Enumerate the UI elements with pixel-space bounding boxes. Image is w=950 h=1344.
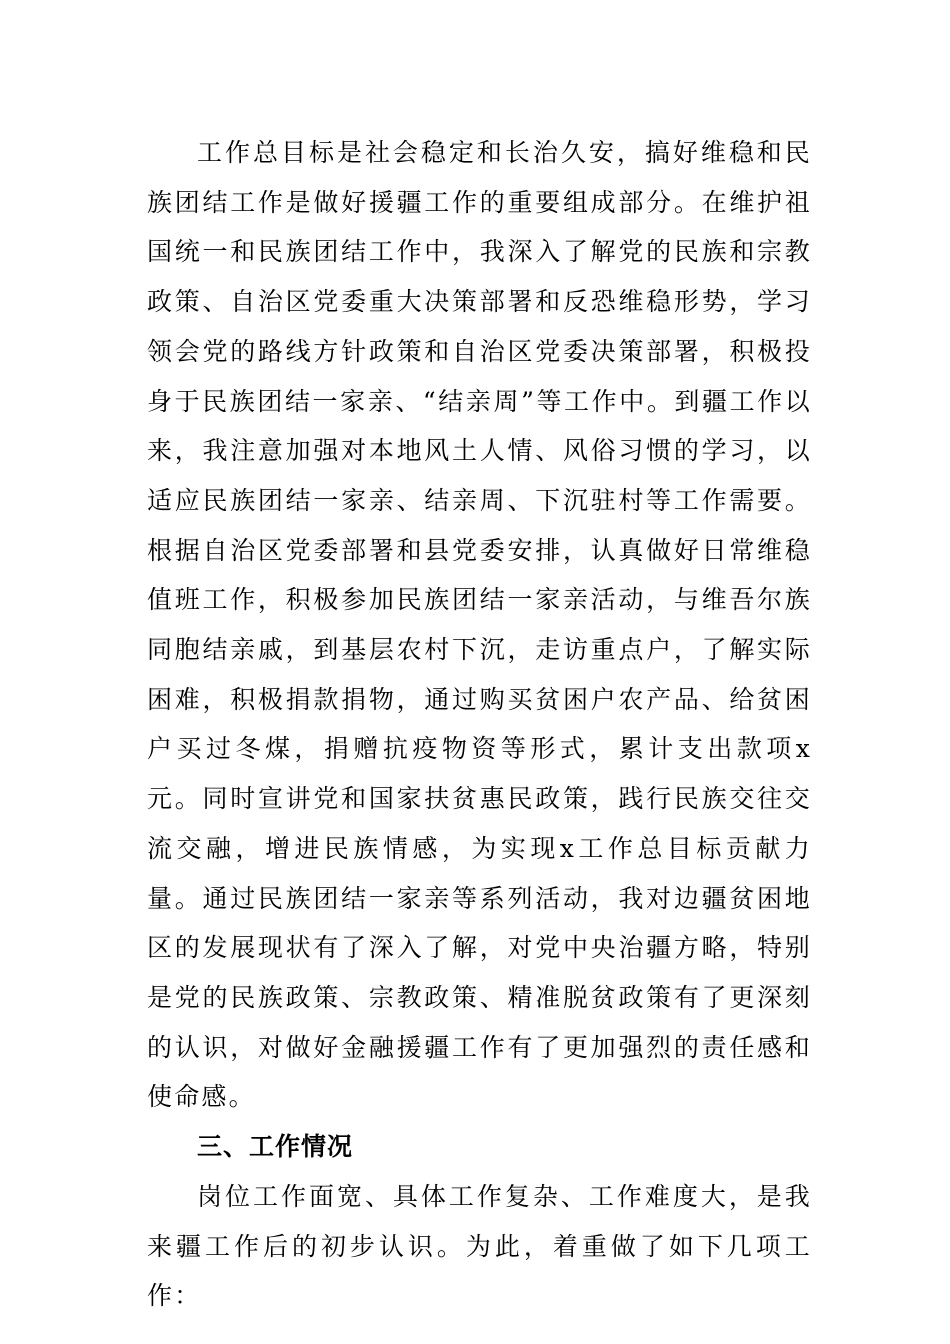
section-heading: 三、工作情况 (197, 1132, 354, 1162)
body-paragraph: 岗位工作面宽、具体工作复杂、工作难度大，是我来疆工作后的初步认识。为此，着重做了如下几项工作： (147, 1182, 812, 1311)
document-body (147, 128, 812, 1321)
body-paragraph: 工作总目标是社会稳定和长治久安，搞好维稳和民族团结工作是做好援疆工作的重要组成部分。在维护祖国统一和民族团结工作中，我深入了解党的民族和宗教政策、自治区党委重大决策部署和反恐维稳形势，学习领会党的路线方针政策和自治区党委决策部署，积极投身于民族团结一家亲、“结亲周”等工作中。到疆工作以来，我注意加强对本地风土人情、风俗习惯的学习，以适应民族团结一家亲、结亲周、下沉驻村等工作需要。根据自治区党委部署和县党委安排，认真做好日常维稳值班工作，积极参加民族团结一家亲活动，与维吾尔族同胞结亲戚，到基层农村下沉，走访重点户，了解实际困难，积极捐款捐物，通过购买贫困户农产品、给贫困户买过冬煤，捐赠抗疫物资等形式，累计支出款项x元。同时宣讲党和国家扶贫惠民政策，践行民族交往交流交融，增进民族情感，为实现x工作总目标贡献力量。通过民族团结一家亲等系列活动，我对边疆贫困地区的发展现状有了深入了解，对党中央治疆方略，特别是党的民族政策、宗教政策、精准脱贫政策有了更深刻的认识，对做好金融援疆工作有了更加强烈的责任感和使命感。 (147, 138, 812, 1112)
